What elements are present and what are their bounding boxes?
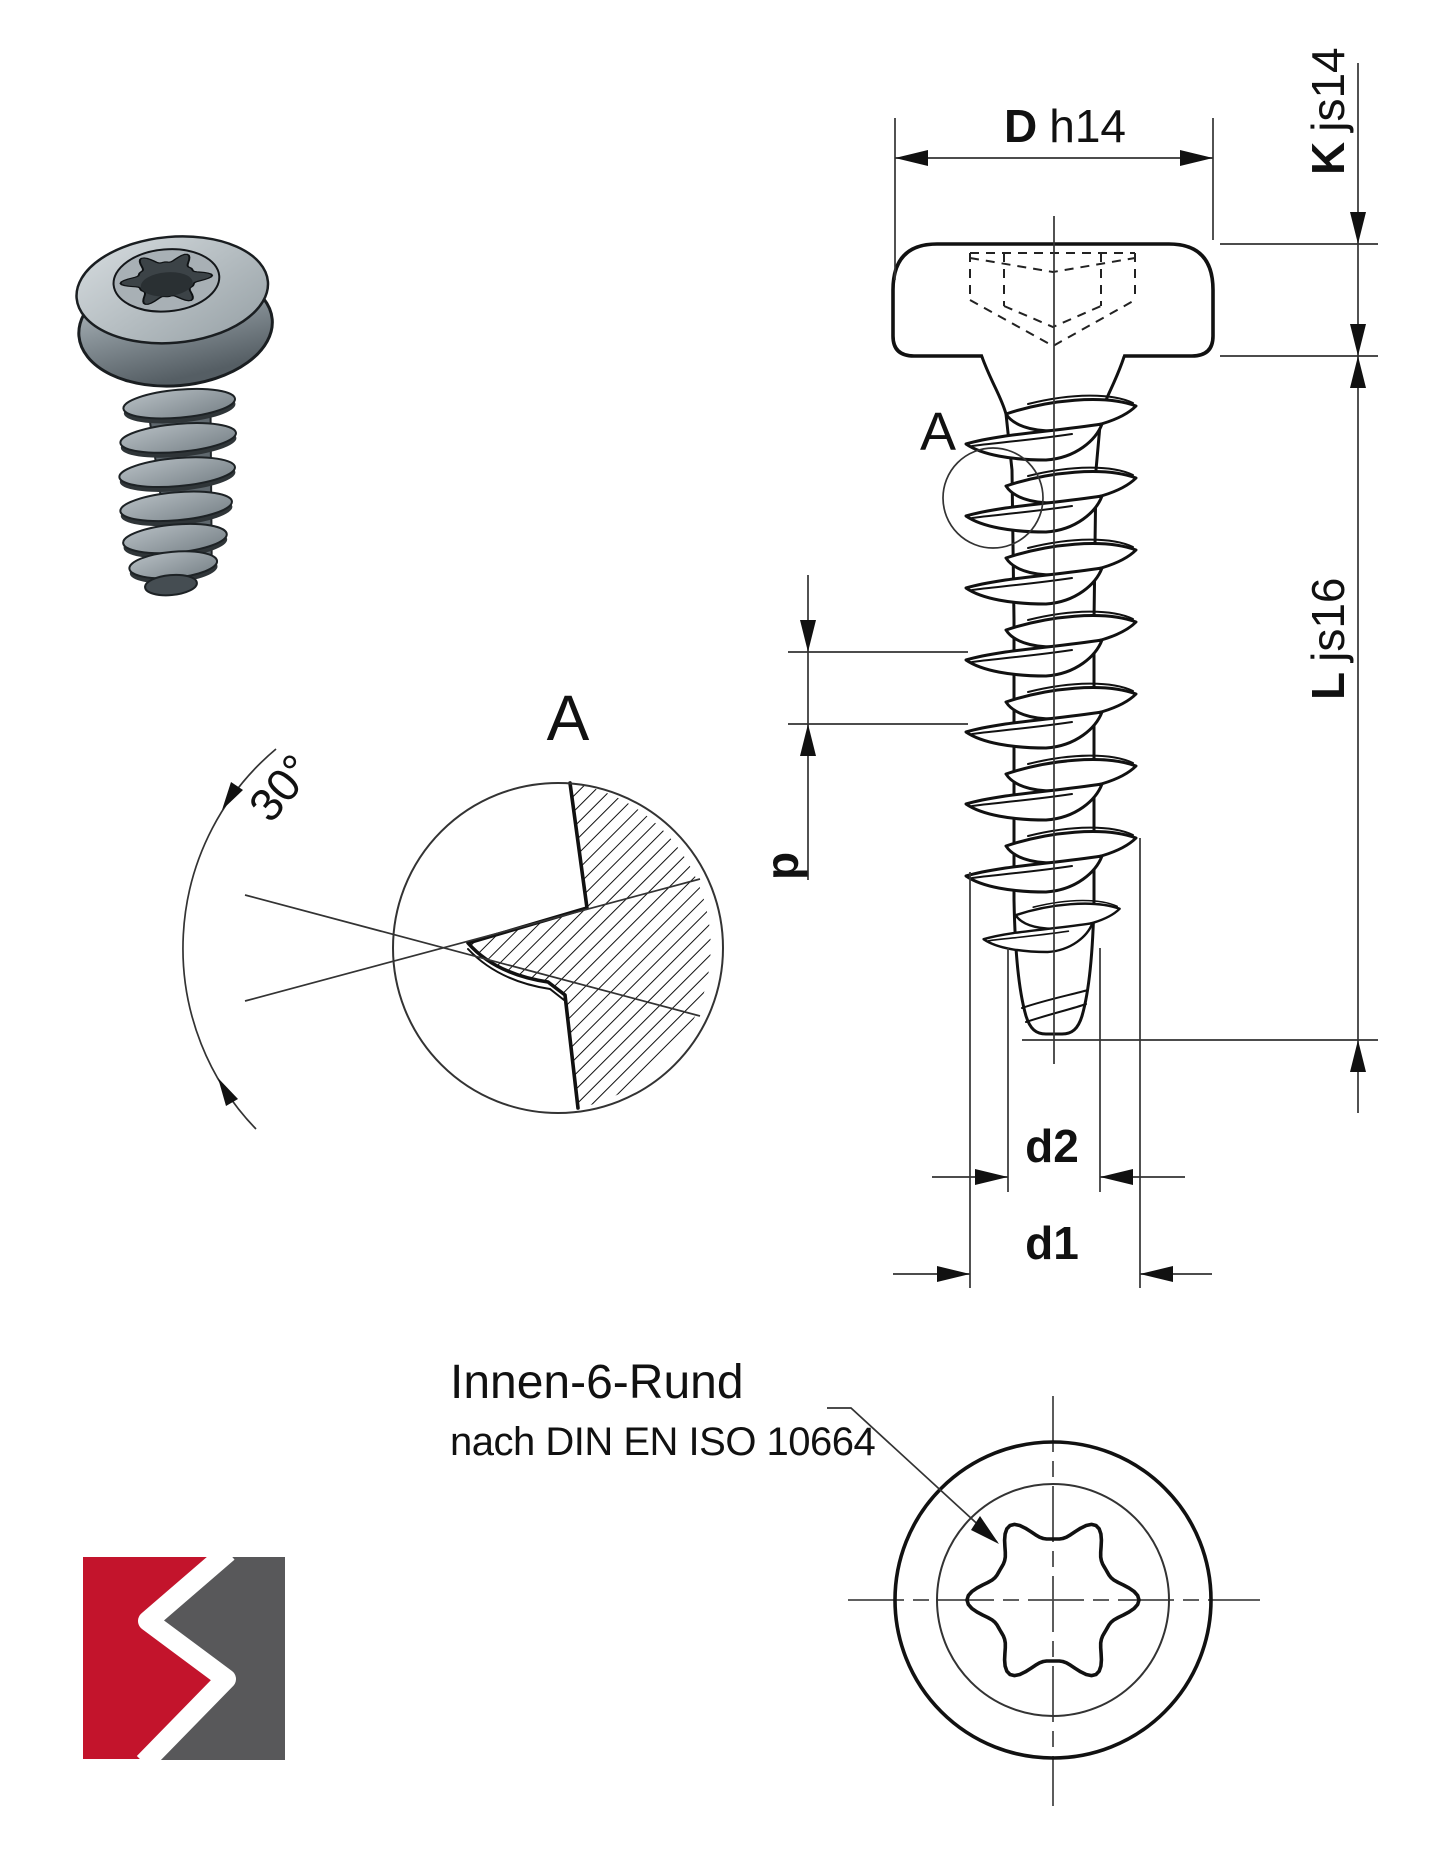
dim-arrow-icon (1350, 212, 1366, 244)
dim-pitch (756, 575, 968, 880)
dim-arrow-icon (1350, 1040, 1366, 1072)
dim-label-p: p (756, 851, 808, 880)
leader-arrow-icon (971, 1516, 999, 1544)
photo-3d-screw (71, 229, 295, 602)
company-logo (83, 1552, 285, 1763)
detail-marker-label: A (919, 402, 957, 462)
dim-arrow-icon (1350, 356, 1366, 388)
angle-label: 30° (238, 744, 324, 832)
dim-arrow-icon (1140, 1266, 1173, 1282)
dim-arrow-icon (800, 724, 816, 756)
dim-label-K: Kjs14 (1302, 47, 1354, 175)
dim-label-d1: d1 (1025, 1217, 1079, 1269)
callout (450, 1356, 876, 1464)
dim-label-L: Ljs16 (1302, 577, 1354, 700)
thread-flights (966, 396, 1136, 1022)
screw-3d-threads (110, 385, 251, 599)
dim-arrow-icon (895, 150, 928, 166)
dim-head-height (1220, 47, 1378, 356)
dim-arrow-icon (937, 1266, 970, 1282)
dim-label-D: D h14 (1004, 100, 1126, 152)
angle-arrow-icon (218, 1078, 238, 1106)
callout-line2: nach DIN EN ISO 10664 (450, 1420, 876, 1464)
dim-arrow-icon (1100, 1169, 1133, 1185)
dim-arrow-icon (975, 1169, 1008, 1185)
dim-label-d2: d2 (1025, 1120, 1079, 1172)
dim-arrow-icon (800, 620, 816, 652)
screw-head-outline (893, 244, 1213, 356)
detail-title: A (546, 682, 590, 754)
torx-top-view (827, 1396, 1260, 1806)
detail-view-a (183, 682, 723, 1129)
callout-line1: Innen-6-Rund (450, 1356, 744, 1409)
side-view-drawing (893, 216, 1213, 1064)
dim-arrow-icon (1180, 150, 1213, 166)
dim-arrow-icon (1350, 324, 1366, 356)
